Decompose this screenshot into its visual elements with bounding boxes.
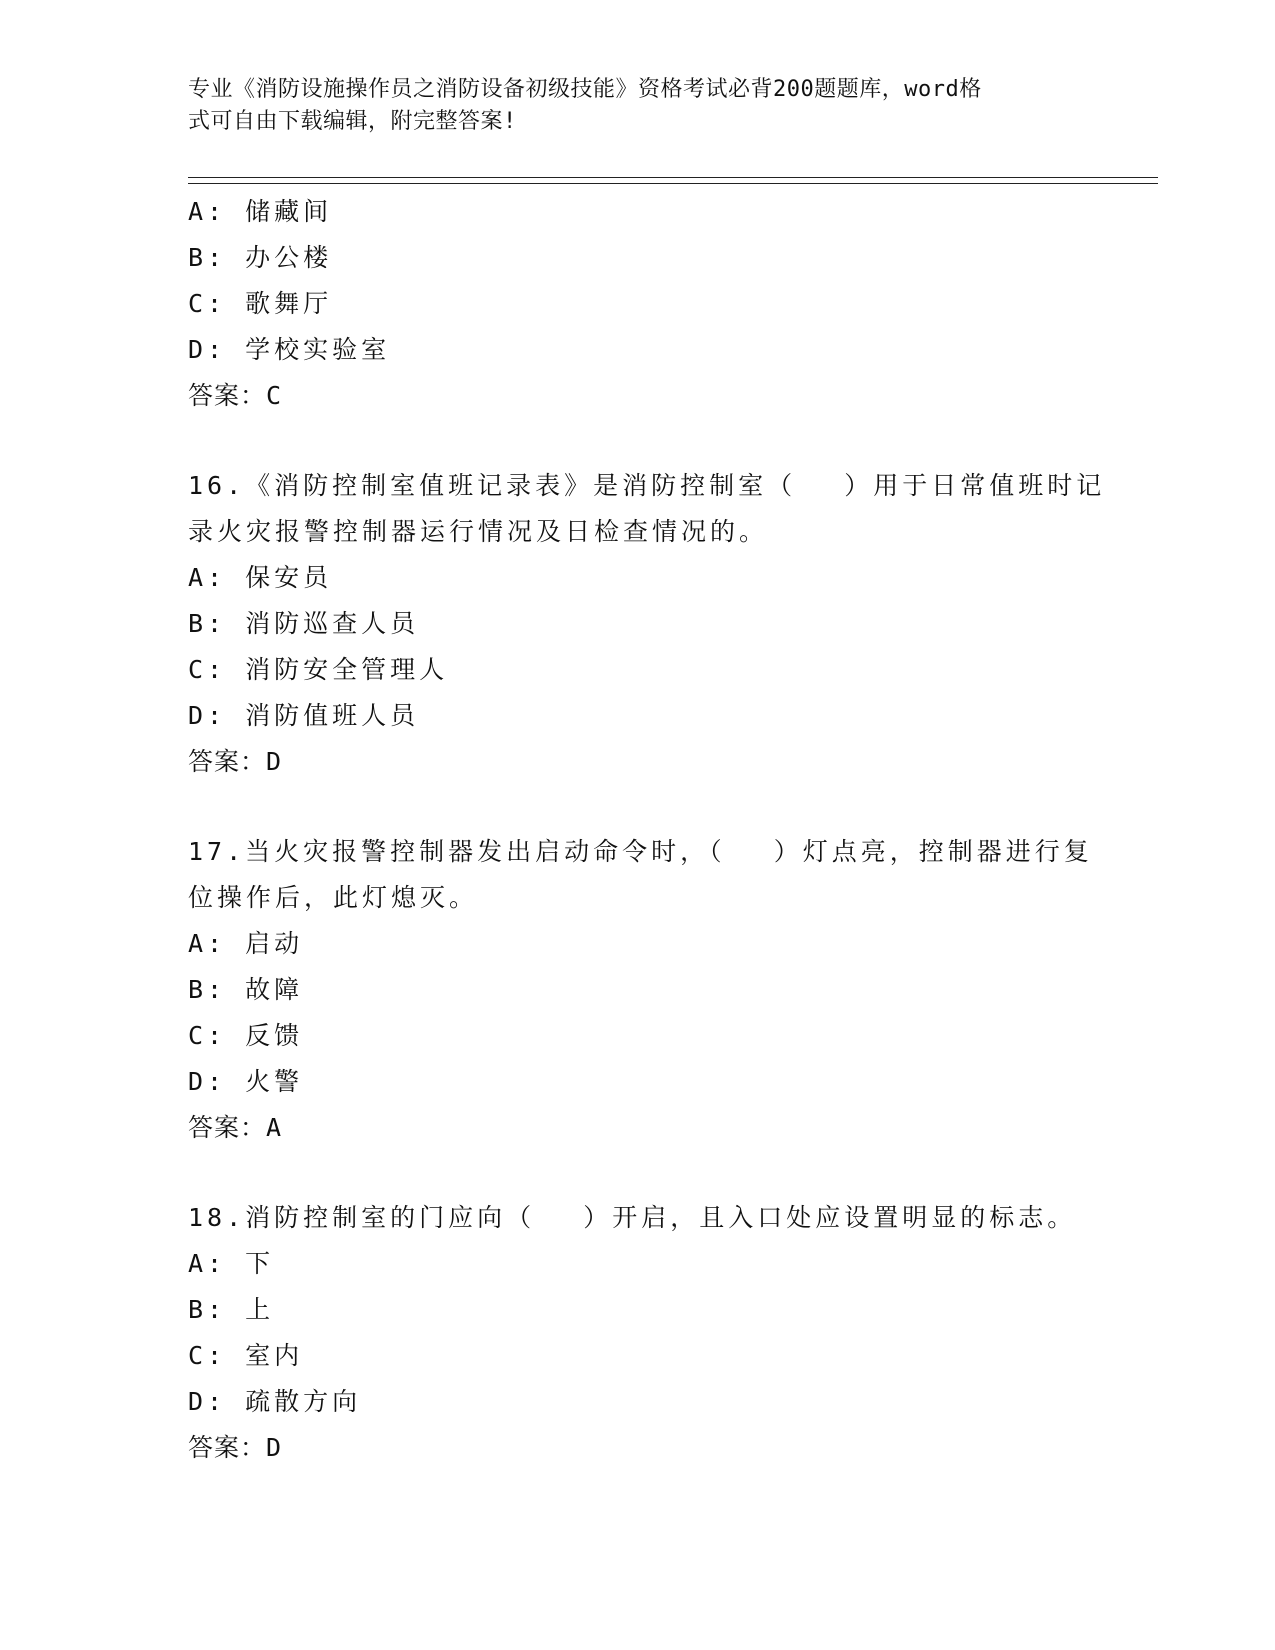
- question-block-17: [188, 829, 1093, 1151]
- option-b: B: 消防巡查人员: [188, 609, 420, 638]
- option-a: A: 保安员: [188, 563, 333, 592]
- answer-line: 答案：C: [188, 381, 283, 410]
- spacer: [188, 1151, 1088, 1195]
- question-list: [188, 189, 1106, 1471]
- question-block-18: [188, 1195, 1088, 1471]
- header-divider-top: [188, 177, 1158, 178]
- option-d: D: 学校实验室: [188, 335, 391, 364]
- option-a: A: 启动: [188, 929, 304, 958]
- spacer: [188, 419, 1088, 463]
- option-a: A: 储藏间: [188, 197, 333, 226]
- question-stem-line: 位操作后，此灯熄灭。: [188, 883, 479, 912]
- option-d: D: 消防值班人员: [188, 701, 420, 730]
- question-stem-line: 16.《消防控制室值班记录表》是消防控制室（ ）用于日常值班时记: [188, 471, 1106, 500]
- option-d: D: 疏散方向: [188, 1387, 362, 1416]
- document-header: [188, 74, 1068, 138]
- answer-line: 答案：A: [188, 1113, 283, 1142]
- header-line-1: 专业《消防设施操作员之消防设备初级技能》资格考试必背200题题库，word格: [188, 77, 982, 102]
- answer-line: 答案：D: [188, 1433, 283, 1462]
- question-block-15-continued: [188, 189, 1088, 419]
- option-c: C: 室内: [188, 1341, 304, 1370]
- question-stem-line: 录火灾报警控制器运行情况及日检查情况的。: [188, 517, 769, 546]
- header-divider-bottom: [188, 183, 1158, 184]
- option-a: A: 下: [188, 1249, 275, 1278]
- question-stem-line: 18.消防控制室的门应向（ ）开启，且入口处应设置明显的标志。: [188, 1203, 1077, 1232]
- answer-line: 答案：D: [188, 747, 283, 776]
- option-b: B: 上: [188, 1295, 275, 1324]
- spacer: [188, 785, 1088, 829]
- option-c: C: 反馈: [188, 1021, 304, 1050]
- option-c: C: 歌舞厅: [188, 289, 333, 318]
- question-stem-line: 17.当火灾报警控制器发出启动命令时，（ ）灯点亮，控制器进行复: [188, 837, 1093, 866]
- option-b: B: 故障: [188, 975, 304, 1004]
- option-b: B: 办公楼: [188, 243, 333, 272]
- option-c: C: 消防安全管理人: [188, 655, 449, 684]
- header-line-2: 式可自由下载编辑，附完整答案!: [188, 109, 517, 134]
- option-d: D: 火警: [188, 1067, 304, 1096]
- question-block-16: [188, 463, 1106, 785]
